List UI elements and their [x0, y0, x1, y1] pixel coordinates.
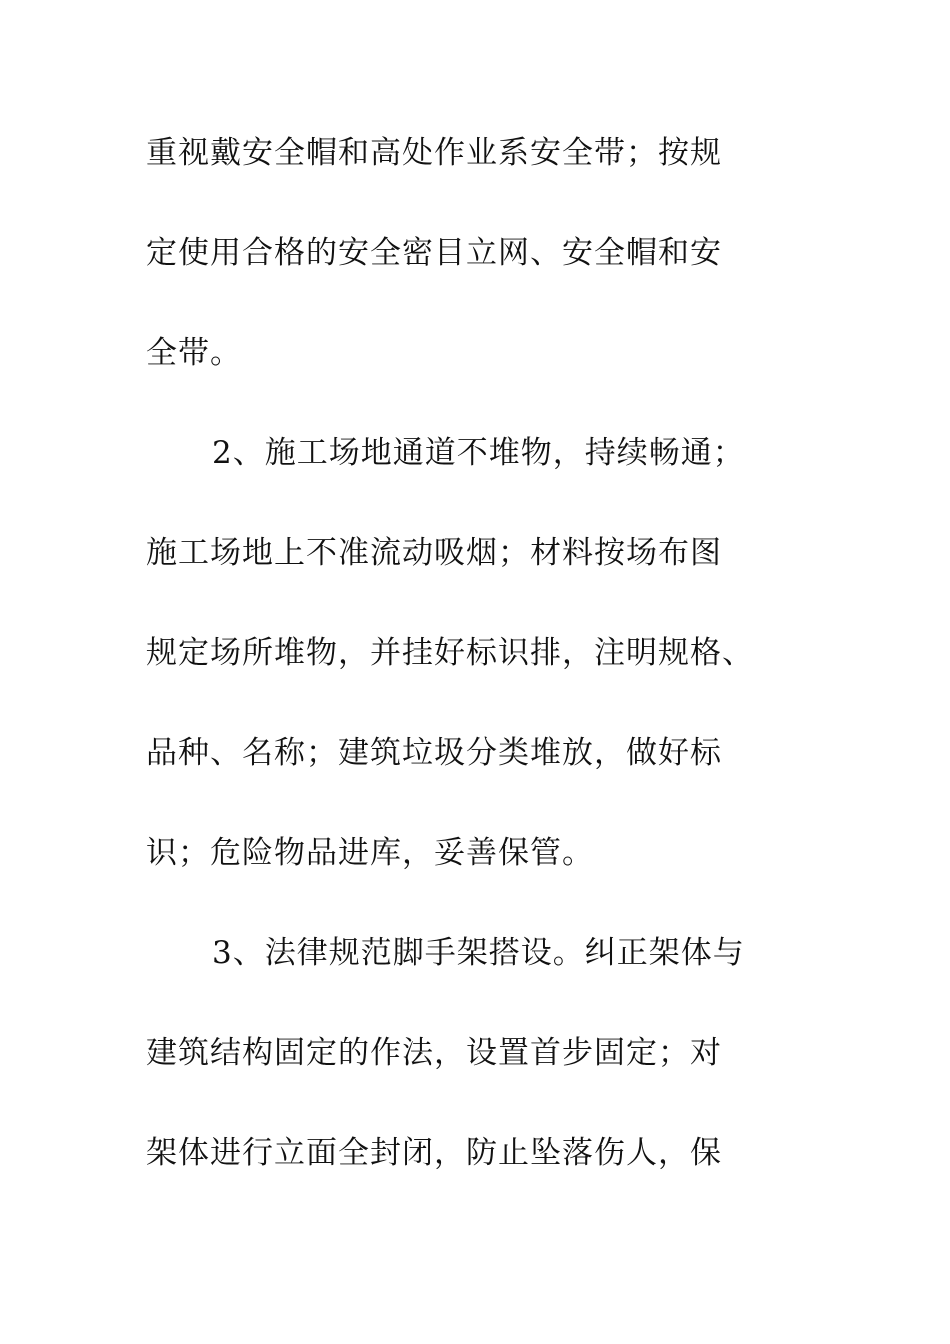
text-line-1: 重视戴安全帽和高处作业系安全带；按规 [146, 135, 722, 171]
text-line-9: 3、法律规范脚手架搭设。纠正架体与 [212, 935, 745, 971]
text-line-2: 定使用合格的安全密目立网、安全帽和安 [146, 235, 722, 271]
text-line-10: 建筑结构固定的作法，设置首步固定；对 [146, 1035, 722, 1071]
text-line-3: 全带。 [146, 335, 242, 371]
text-line-8: 识；危险物品进库，妥善保管。 [146, 835, 594, 871]
text-line-6: 规定场所堆物，并挂好标识排，注明规格、 [146, 635, 754, 671]
text-line-5: 施工场地上不准流动吸烟；材料按场布图 [146, 535, 722, 571]
text-line-11: 架体进行立面全封闭，防止坠落伤人，保 [146, 1135, 722, 1171]
text-line-4: 2、施工场地通道不堆物，持续畅通； [212, 435, 745, 471]
text-line-7: 品种、名称；建筑垃圾分类堆放，做好标 [146, 735, 722, 771]
